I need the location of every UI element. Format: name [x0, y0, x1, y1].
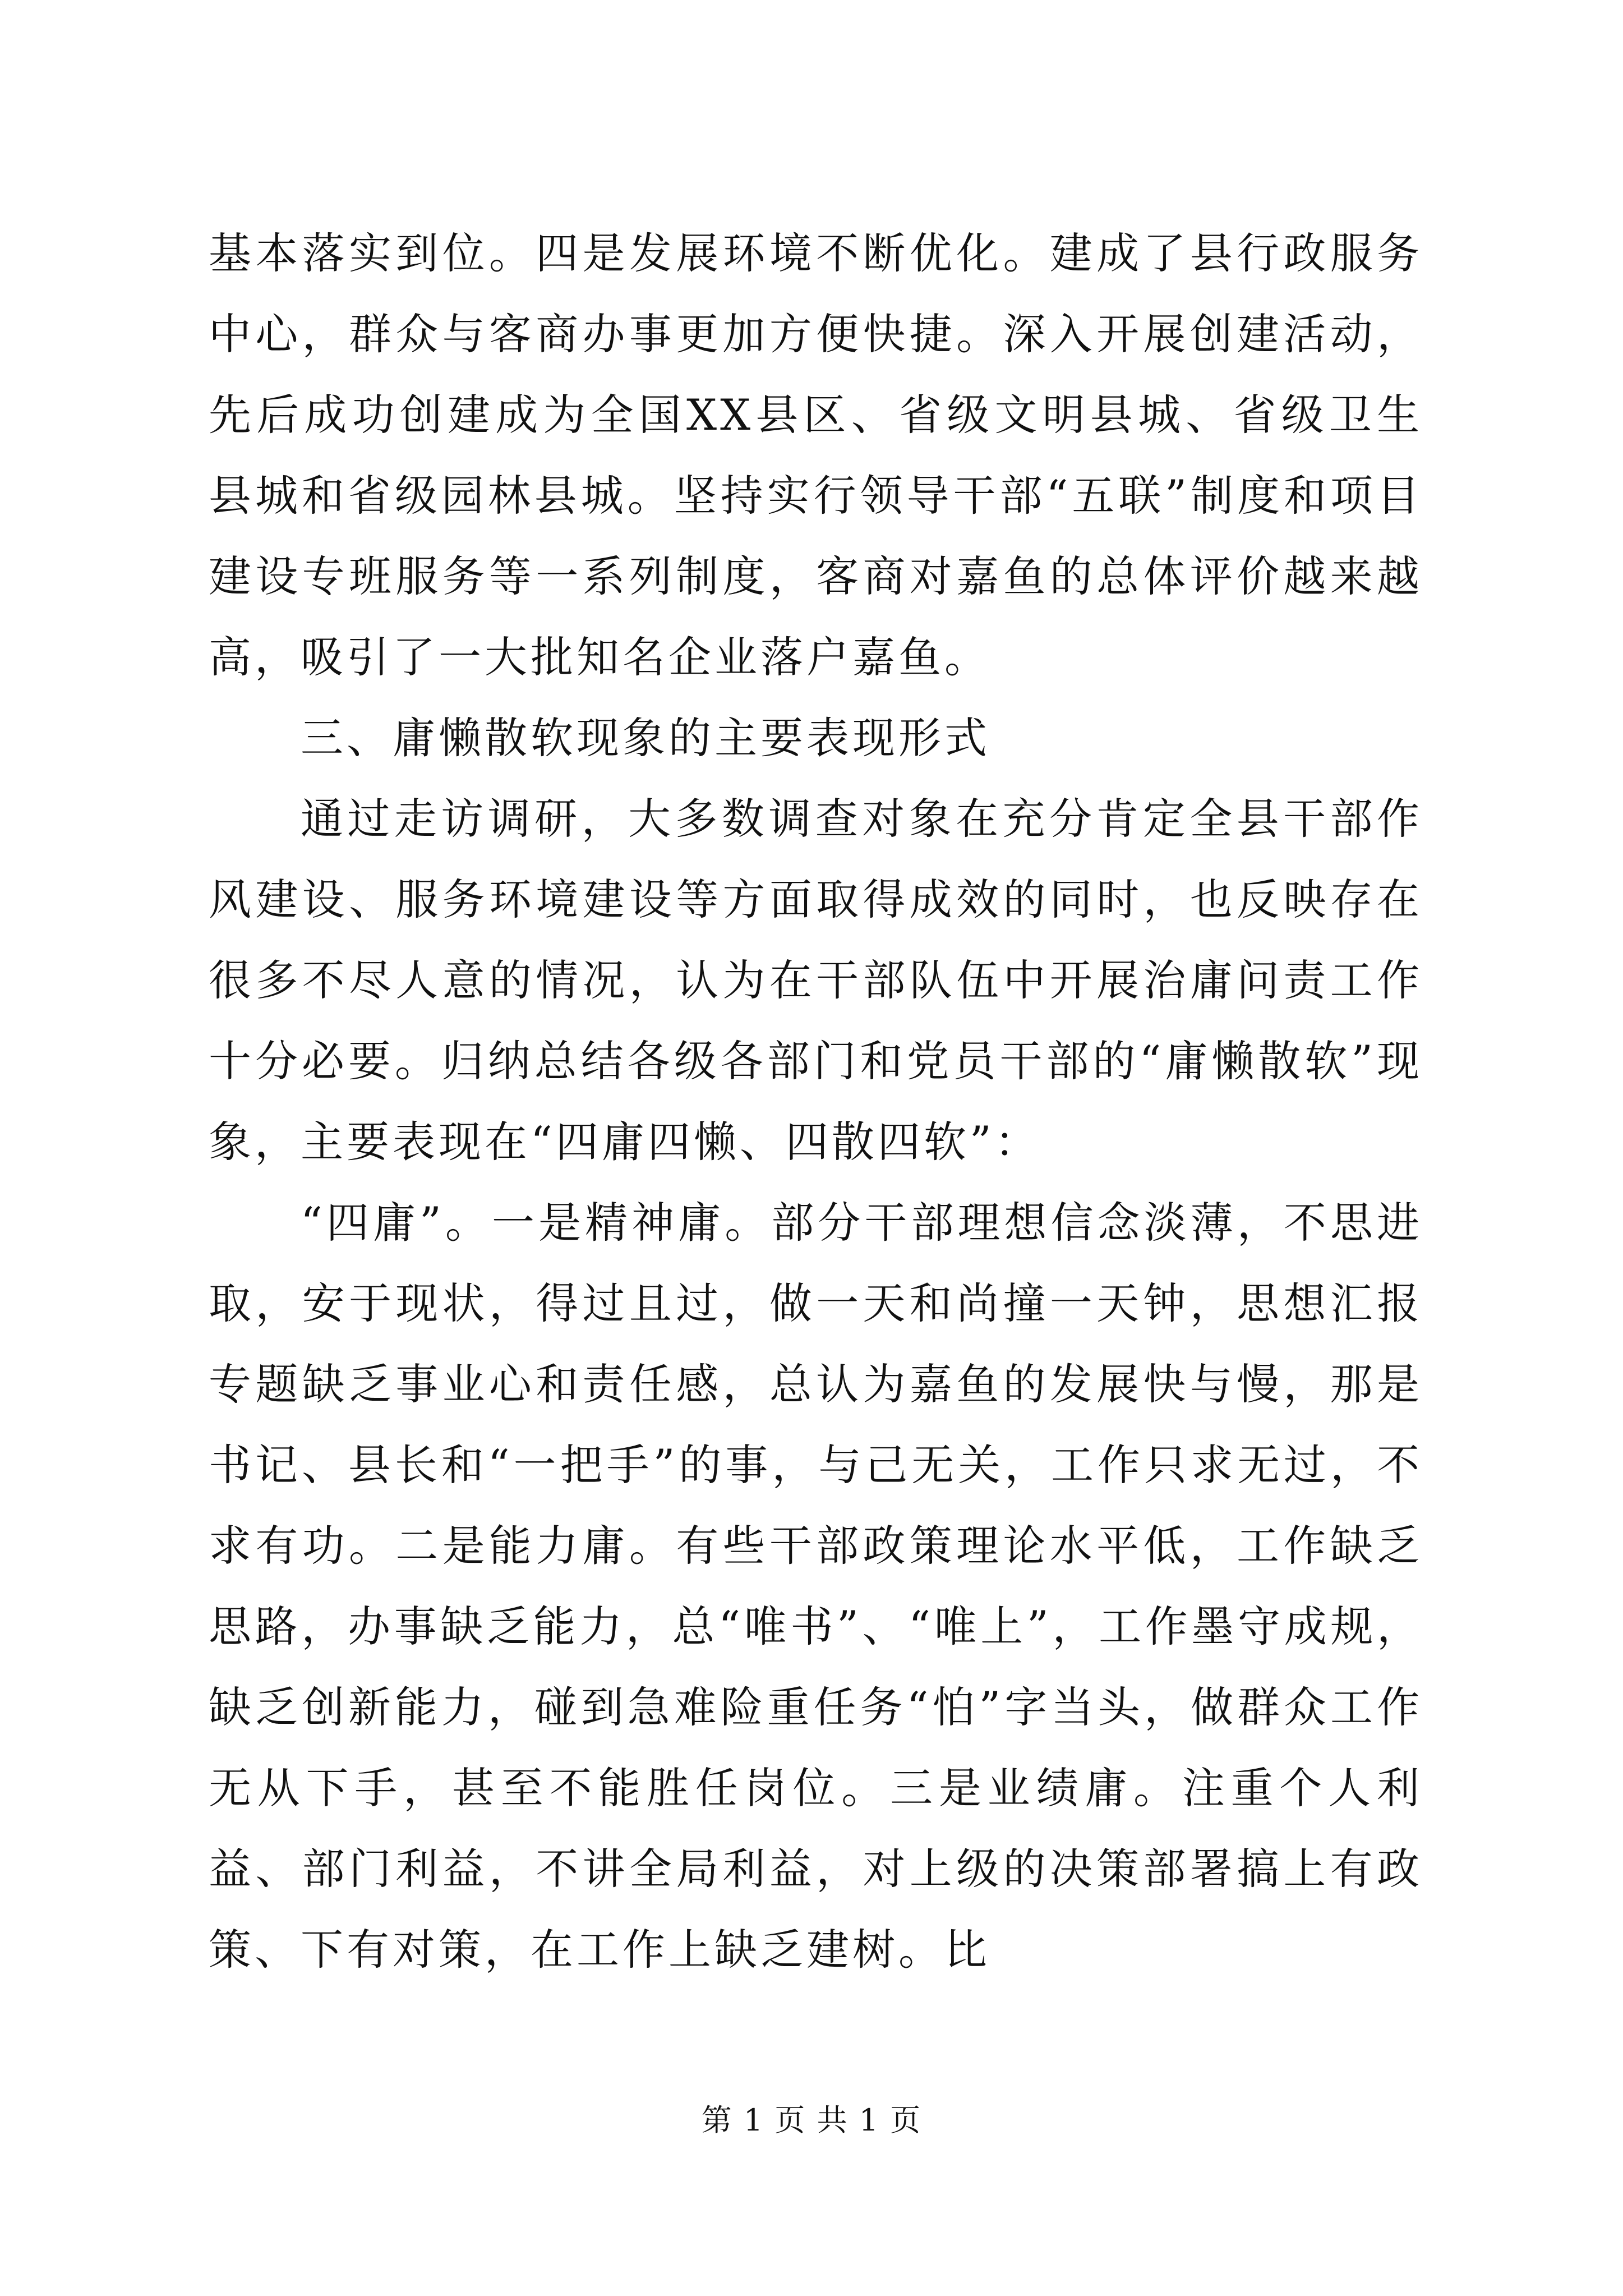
paragraph-four-mediocrities: “四庸”。一是精神庸。部分干部理想信念淡薄，不思进取，安于现状，得过且过，做一天和尚撞一天钟，思想汇报专题缺乏事业心和责任感，总认为嘉鱼的发展快与慢，那是书记、县长和“一把手”的事，与己无关，工作只求无过，不求有功。二是能力庸。有些干部政策理论水平低，工作缺乏思路，办事缺乏能力，总“唯书”、“唯上”，工作墨守成规，缺乏创新能力，碰到急难险重任务“怕”字当头，做群众工作无从下手，甚至不能胜任岗位。三是业绩庸。注重个人利益、部门利益，不讲全局利益，对上级的决策部署搞上有政策、下有对策，在工作上缺乏建树。比 [209, 1198, 1423, 1975]
document-body [209, 213, 1423, 1990]
section-heading: 三、庸懒散软现象的主要表现形式 [301, 713, 990, 763]
paragraph-continuation: 基本落实到位。四是发展环境不断优化。建成了县行政服务中心，群众与客商办事更加方便快捷。深入开展创建活动，先后成功创建成为全国XX县区、省级文明县城、省级卫生县城和省级园林县城。坚持实行领导干部“五联”制度和项目建设专班服务等一系列制度，客商对嘉鱼的总体评价越来越高，吸引了一大批知名企业落户嘉鱼。 [209, 228, 1423, 682]
page-footer: 第 1 页 共 1 页 [701, 2102, 922, 2138]
paragraph-survey-summary: 通过走访调研，大多数调查对象在充分肯定全县干部作风建设、服务环境建设等方面取得成效的同时，也反映存在很多不尽人意的情况，认为在干部队伍中开展治庸问责工作十分必要。归纳总结各级各部门和党员干部的“庸懒散软”现象，主要表现在“四庸四懒、四散四软”： [209, 794, 1423, 1167]
